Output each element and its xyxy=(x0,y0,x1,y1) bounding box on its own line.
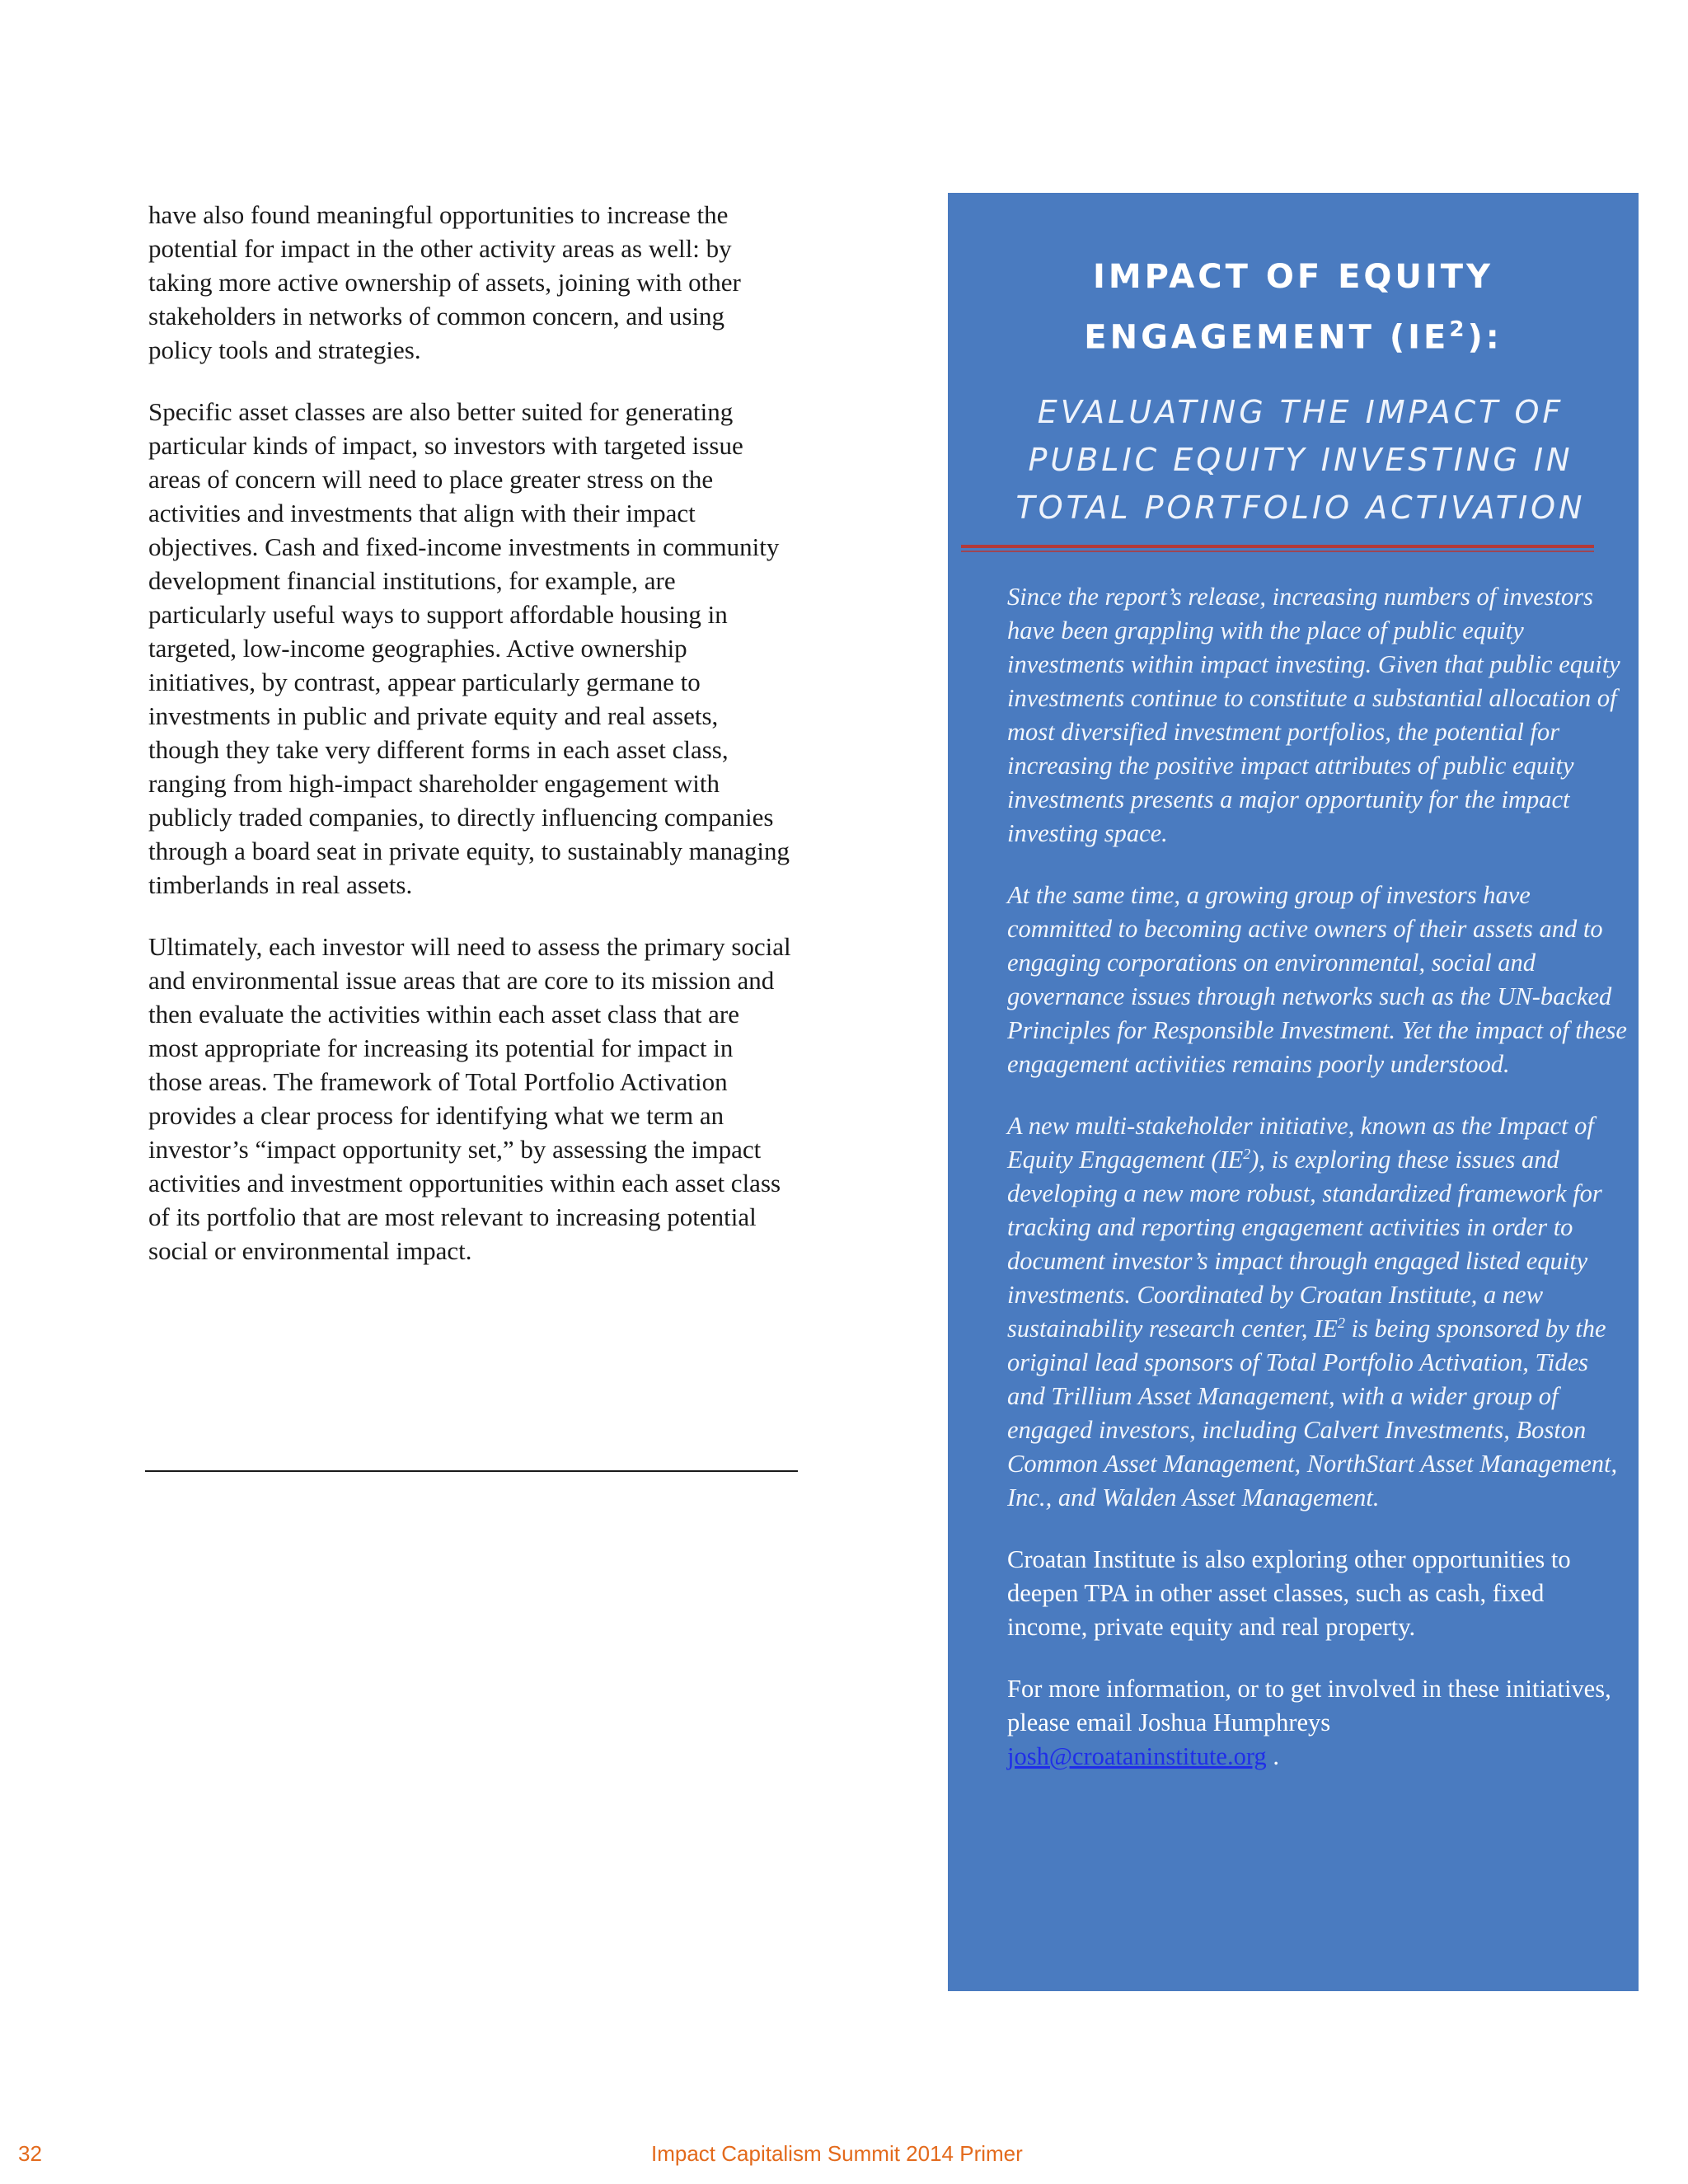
ie2-sidebar-box xyxy=(948,193,1639,1991)
sidebar-title-line-2 xyxy=(1007,303,1579,363)
sidebar-subtitle-line-1: EVALUATING THE IMPACT OF xyxy=(1037,394,1564,431)
sidebar-contact-text: For more information, or to get involved in these initiatives, please email Joshua Humphreys xyxy=(1007,1675,1611,1737)
page-number: 32 xyxy=(18,2141,42,2166)
footer-publication-title: Impact Capitalism Summit 2014 Primer xyxy=(651,2141,1023,2166)
sidebar-p3-part-c: is being sponsored by the original lead sponsors of Total Portfolio Activation, Tides and Trillium Asset Management, with a wider group of engaged investors, including Calvert Investments, Boston Common Asset Management, NorthStart Asset Management, Inc., and Walden Asset Management. xyxy=(1007,1315,1618,1512)
main-text-column xyxy=(148,198,791,1296)
sidebar-body xyxy=(1007,580,1627,1774)
sidebar-p3-part-b: ), is exploring these issues and developing a new more robust, standardized framework for tracking and reporting engagement activities in order to document investor’s impact through engaged listed equity investments. Coordinated by Croatan Institute, a new sustainability research center, IE xyxy=(1007,1146,1602,1343)
sidebar-title-suffix: ): xyxy=(1467,318,1503,357)
sidebar-p3-part-a: A new multi-stakeholder initiative, known as the Impact of Equity Engagement (IE xyxy=(1007,1112,1594,1174)
sidebar-paragraph-3 xyxy=(1007,1109,1627,1515)
sidebar-subtitle xyxy=(974,388,1627,532)
sidebar-p3-superscript-2: 2 xyxy=(1337,1315,1345,1332)
body-paragraph-1: have also found meaningful opportunities to increase the potential for impact in the other activity areas as well: by taking more active ownership of assets, joining with other stakeholders in networks of common concern, and using policy tools and strategies. xyxy=(148,200,741,364)
sidebar-double-rule xyxy=(961,545,1594,552)
body-paragraph-2: Specific asset classes are also better suited for generating particular kinds of impact, so investors with targeted issue areas of concern will need to place greater stress on the activities and investments that align with their impact objectives. Cash and fixed-income investments in community development financial institutions, for example, are particularly useful ways to support affordable housing in targeted, low-income geographies. Active ownership initiatives, by contrast, appear particularly germane to investments in public and private equity and real assets, though they take very different forms in each asset class, ranging from high-impact shareholder engagement with publicly traded companies, to directly influencing companies through a board seat in private equity, to sustainably managing timberlands in real assets. xyxy=(148,397,790,899)
body-paragraph-3: Ultimately, each investor will need to assess the primary social and environmental issue areas that are core to its mission and then evaluate the activities within each asset class that are most appropriate for increasing its potential for impact in those areas. The framework of Total Portfolio Activation provides a clear process for identifying what we term an investor’s “impact opportunity set,” by assessing the impact activities and investment opportunities within each asset class of its portfolio that are most relevant to increasing potential social or environmental impact. xyxy=(148,932,791,1265)
sidebar-title xyxy=(1007,251,1579,363)
sidebar-subtitle-line-3: TOTAL PORTFOLIO ACTIVATION xyxy=(1015,490,1586,527)
sidebar-p3-superscript-1: 2 xyxy=(1243,1146,1251,1163)
sidebar-title-superscript: 2 xyxy=(1449,317,1468,342)
sidebar-rule-thin xyxy=(961,551,1594,552)
sidebar-paragraph-1: Since the report’s release, increasing numbers of investors have been grappling with the place of public equity investments within impact investing. Given that public equity investments continue to constitute a substantial allocation of most diversified investment portfolios, the potential for increasing the positive impact attributes of public equity investments presents a major opportunity for the impact investing space. xyxy=(1007,583,1620,848)
email-link[interactable]: josh@croataninstitute.org xyxy=(1007,1742,1267,1771)
sidebar-title-line-1: IMPACT OF EQUITY xyxy=(1092,258,1494,296)
sidebar-title-text: ENGAGEMENT (IE xyxy=(1084,318,1450,357)
sidebar-paragraph-5 xyxy=(1007,1672,1627,1774)
sidebar-subtitle-line-2: PUBLIC EQUITY INVESTING IN xyxy=(1028,442,1573,479)
sidebar-contact-end: . xyxy=(1266,1742,1279,1771)
footnote-divider xyxy=(145,1470,798,1472)
sidebar-rule-thick xyxy=(961,545,1594,548)
sidebar-paragraph-4: Croatan Institute is also exploring other opportunities to deepen TPA in other asset classes, such as cash, fixed income, private equity and real property. xyxy=(1007,1545,1571,1642)
sidebar-paragraph-2: At the same time, a growing group of investors have committed to becoming active owners of their assets and to engaging corporations on environmental, social and governance issues through networks such as the UN-backed Principles for Responsible Investment. Yet the impact of these engagement activities remains poorly understood. xyxy=(1007,881,1627,1079)
